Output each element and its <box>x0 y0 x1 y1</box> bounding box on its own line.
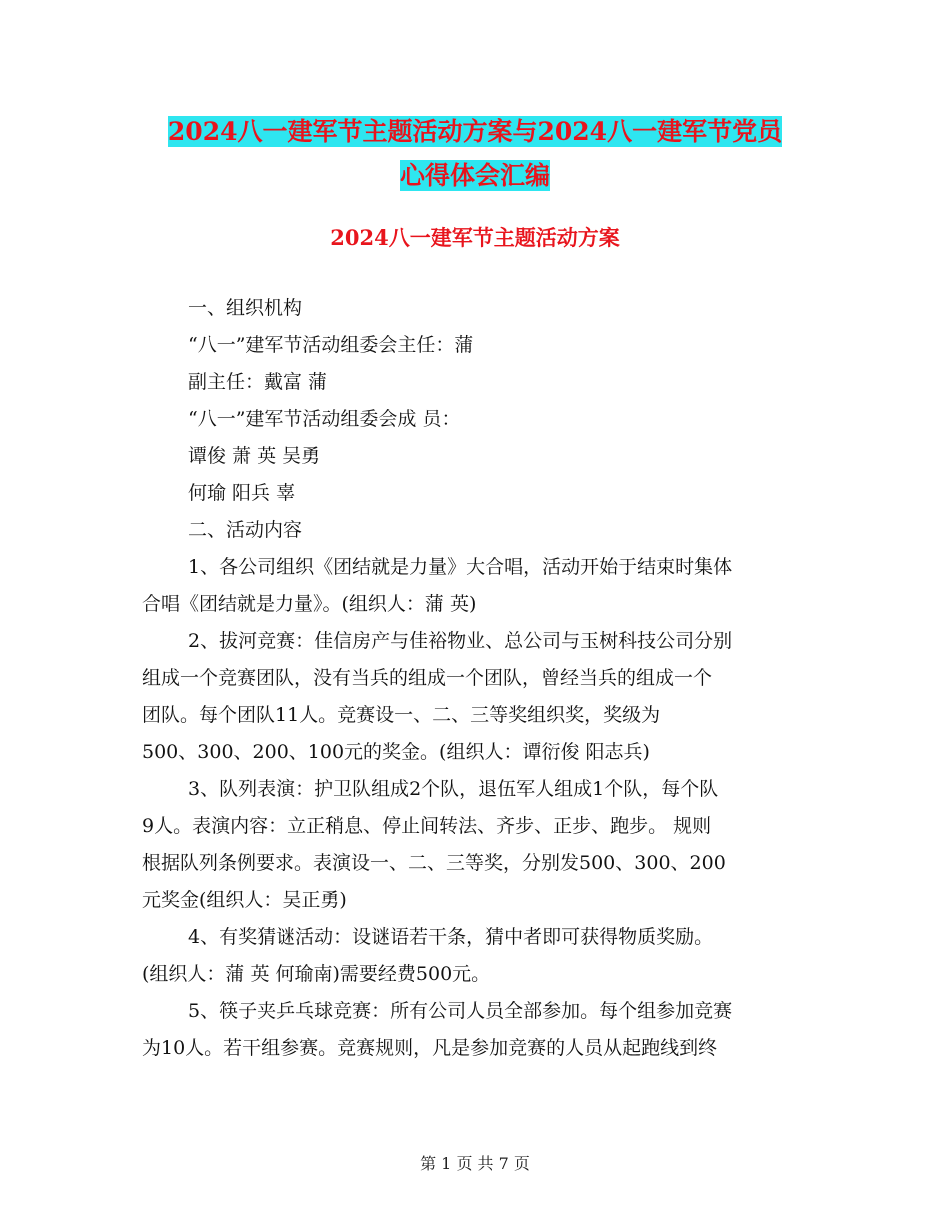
section-title: 2024八一建军节主题活动方案 <box>330 225 620 250</box>
body-line: 副主任：戴富 蒲 <box>188 371 328 393</box>
document-title-line-1 <box>0 110 950 154</box>
body-line: (组织人：蒲 英 何瑜南)需要经费500元。 <box>142 963 491 985</box>
document-body <box>142 290 822 1067</box>
document-title-line-2 <box>0 154 950 198</box>
body-line: 二、活动内容 <box>188 519 303 541</box>
body-line: 组成一个竞赛团队，没有当兵的组成一个团队，曾经当兵的组成一个 <box>142 667 713 689</box>
document-title-text-1: 2024八一建军节主题活动方案与2024八一建军节党员 <box>167 117 783 146</box>
page-footer: 第 1 页 共 7 页 <box>420 1154 530 1173</box>
body-line: 9人。表演内容：立正稍息、停止间转法、齐步、正步、跑步。 规则 <box>142 815 712 837</box>
body-line: “八一”建军节活动组委会主任：蒲 <box>188 334 474 356</box>
body-line: 4、有奖猜谜活动：设谜语若干条，猜中者即可获得物质奖励。 <box>188 926 714 948</box>
body-line: 谭俊 萧 英 吴勇 <box>188 445 321 467</box>
body-line: 5、筷子夹乒乓球竞赛：所有公司人员全部参加。每个组参加竞赛 <box>188 1000 733 1022</box>
body-line: 团队。每个团队11人。竞赛设一、二、三等奖组织奖，奖级为 <box>142 704 661 726</box>
body-line: 为10人。若干组参赛。竞赛规则，凡是参加竞赛的人员从起跑线到终 <box>142 1037 718 1059</box>
body-line: 元奖金(组织人：吴正勇) <box>142 889 347 911</box>
body-line: 3、队列表演：护卫队组成2个队，退伍军人组成1个队，每个队 <box>188 778 719 800</box>
body-line: 1、各公司组织《团结就是力量》大合唱，活动开始于结束时集体 <box>188 556 733 578</box>
body-line: 一、组织机构 <box>188 297 303 319</box>
body-line: 何瑜 阳兵 辜 <box>188 482 296 504</box>
body-line: “八一”建军节活动组委会成 员： <box>188 408 461 430</box>
body-line: 根据队列条例要求。表演设一、二、三等奖，分别发500、300、200 <box>142 852 726 874</box>
body-line: 500、300、200、100元的奖金。(组织人：谭衍俊 阳志兵) <box>142 741 650 763</box>
body-line: 合唱《团结就是力量》。(组织人：蒲 英) <box>142 593 477 615</box>
body-line: 2、拔河竞赛：佳信房产与佳裕物业、总公司与玉树科技公司分别 <box>188 630 733 652</box>
document-title-text-2: 心得体会汇编 <box>399 161 550 190</box>
